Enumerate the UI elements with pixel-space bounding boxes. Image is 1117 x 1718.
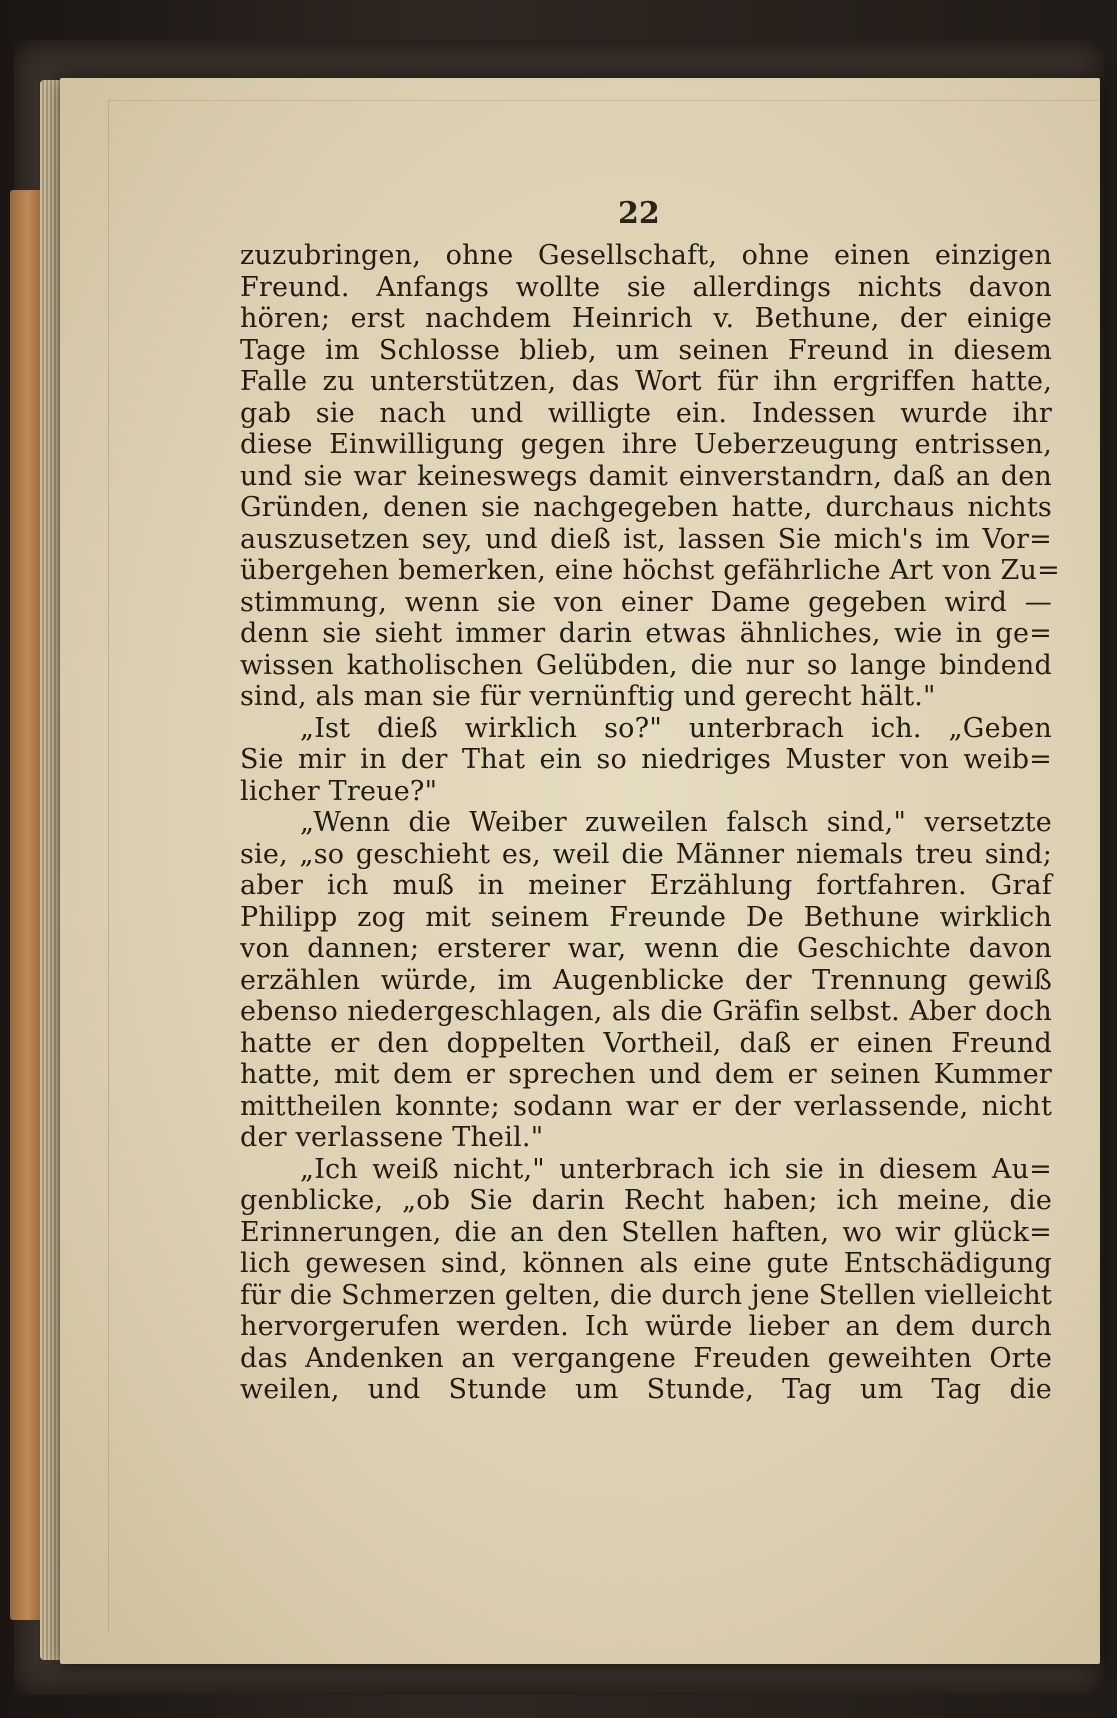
text-line: hatte er den doppelten Vortheil, daß er einen Freund bbox=[240, 1027, 1052, 1059]
text-line: gab sie nach und willigte ein. Indessen wurde ihr bbox=[240, 397, 1052, 429]
text-line: lich gewesen sind, können als eine gute Entschädigung bbox=[240, 1248, 1052, 1279]
text-line: übergehen bemerken, eine höchst gefährliche Art von Zu= bbox=[240, 555, 1060, 586]
text-line: für die Schmerzen gelten, die durch jene Stellen vielleicht bbox=[240, 1279, 1052, 1311]
text-line: Falle zu unterstützen, das Wort für ihn ergriffen hatte, bbox=[240, 366, 1052, 397]
text-line: „Ich weiß nicht," unterbrach ich sie in diesem Au= bbox=[300, 1153, 1052, 1185]
text-line: und sie war keineswegs damit einverstandrn, daß an den bbox=[240, 460, 1052, 492]
text-line: weilen, und Stunde um Stunde, Tag um Tag die bbox=[240, 1374, 1052, 1405]
text-line: erzählen würde, im Augenblicke der Trennung gewiß bbox=[240, 964, 1052, 996]
text-line: Erinnerungen, die an den Stellen haften, wo wir glück= bbox=[240, 1216, 1052, 1248]
text-line: mittheilen konnte; sodann war er der verlassende, nicht bbox=[240, 1090, 1052, 1122]
text-line: der verlassene Theil." bbox=[240, 1122, 544, 1153]
text-line: Gründen, denen sie nachgegeben hatte, durchaus nichts bbox=[240, 492, 1052, 523]
text-line: aber ich muß in meiner Erzählung fortfahren. Graf bbox=[240, 870, 1052, 901]
text-line: genblicke, „ob Sie darin Recht haben; ich meine, die bbox=[240, 1185, 1052, 1216]
text-line: stimmung, wenn sie von einer Dame gegeben wird — bbox=[240, 586, 1052, 618]
text-line: denn sie sieht immer darin etwas ähnliches, wie in ge= bbox=[240, 618, 1052, 649]
text-line: hatte, mit dem er sprechen und dem er seinen Kummer bbox=[240, 1059, 1052, 1090]
text-line: auszusetzen sey, und dieß ist, lassen Sie mich's im Vor= bbox=[240, 523, 1052, 555]
text-line: diese Einwilligung gegen ihre Ueberzeugung entrissen, bbox=[240, 429, 1052, 460]
text-line: zuzubringen, ohne Gesellschaft, ohne einen einzigen bbox=[240, 240, 1052, 271]
text-line: von dannen; ersterer war, wenn die Geschichte davon bbox=[240, 933, 1052, 964]
text-line: Philipp zog mit seinem Freunde De Bethune wirklich bbox=[240, 901, 1052, 933]
text-line: „Wenn die Weiber zuweilen falsch sind," versetzte bbox=[300, 807, 1052, 838]
text-line: licher Treue?" bbox=[240, 775, 438, 807]
text-line: das Andenken an vergangene Freuden geweihten Orte bbox=[240, 1342, 1052, 1374]
page-text bbox=[240, 240, 1060, 1406]
text-line: Sie mir in der That ein so niedriges Muster von weib= bbox=[240, 744, 1052, 775]
text-line: sie, „so geschieht es, weil die Männer niemals treu sind; bbox=[240, 838, 1052, 870]
text-line: hervorgerufen werden. Ich würde lieber an dem durch bbox=[240, 1311, 1052, 1342]
text-line: ebenso niedergeschlagen, als die Gräfin selbst. Aber doch bbox=[240, 996, 1052, 1027]
text-line: sind, als man sie für vernünftig und gerecht hält." bbox=[240, 681, 936, 712]
text-line: Freund. Anfangs wollte sie allerdings nichts davon bbox=[240, 271, 1052, 303]
page-number: 22 bbox=[618, 196, 660, 231]
text-line: „Ist dieß wirklich so?" unterbrach ich. „Geben bbox=[300, 712, 1052, 744]
text-line: Tage im Schlosse blieb, um seinen Freund in diesem bbox=[240, 334, 1052, 366]
text-line: wissen katholischen Gelübden, die nur so lange bindend bbox=[240, 649, 1052, 681]
text-line: hören; erst nachdem Heinrich v. Bethune, der einige bbox=[240, 303, 1052, 334]
